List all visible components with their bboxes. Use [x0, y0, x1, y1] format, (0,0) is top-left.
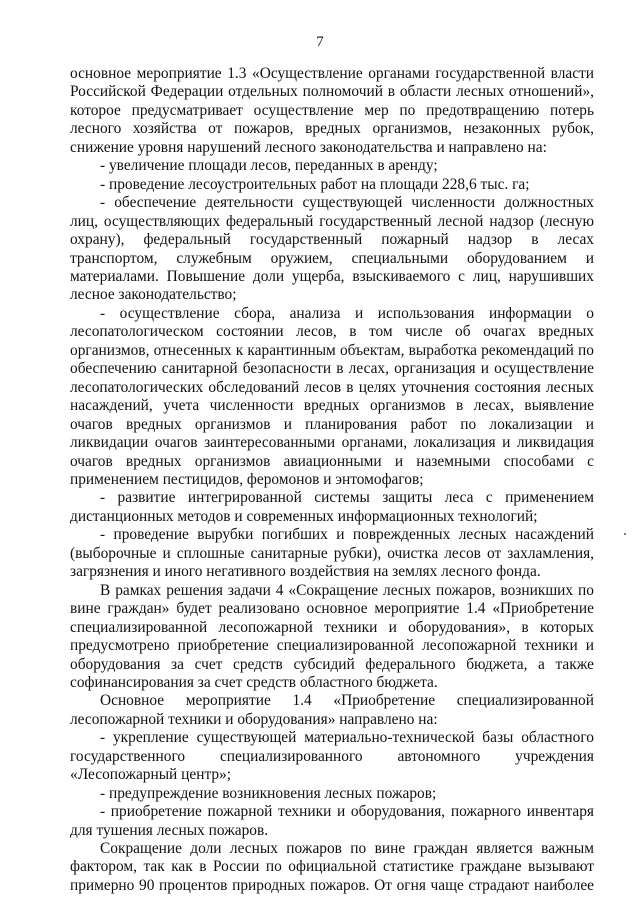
- list-item-material-base: - укрепление существующей материально-технической базы областного государственного специализированного автономного учреждения «Лесопожарный центр»;: [70, 729, 594, 784]
- list-item-forest-pathology: - осуществление сбора, анализа и использования информации о лесопатологическом состоянии лесов, в том числе об очагах вредных организмов, отнесенных к карантинным объектам, выработка рекомендаций по обеспечению санитарной безопасности в лесах, организация и осуществление лесопатологических обследований лесов в целях уточнения состояния лесных насаждений, учета численности вредных организмов в лесах, выявление очагов вредных организмов и планирования работ по локализации и ликвидации очагов заинтересованными органами, локализация и ликвидация очагов вредных организмов авиационными и наземными способами с применением пестицидов, феромонов и энтомофагов;: [70, 304, 594, 488]
- page-number: 7: [316, 34, 324, 50]
- list-item-supervision-staff: - обеспечение деятельности существующей численности должностных лиц, осуществляющих федеральный государственный лесной надзор (лесную охрану), федеральный государственный пожарный надзор в лесах транспортом, служебным оружием, специальными оборудованием и материалами. Повышение доли ущерба, взыскиваемого с лиц, нарушивших лесное законодательство;: [70, 194, 594, 304]
- list-item-fire-equipment: - приобретение пожарной техники и оборудования, пожарного инвентаря для тушения лесных пожаров.: [70, 803, 594, 839]
- paragraph-fire-reduction: Сокращение доли лесных пожаров по вине граждан является важным фактором, так как в России по официальной статистике граждане вызывают примерно 90 процентов природных пожаров. От огня чаще страдают наиболее: [70, 840, 594, 894]
- paragraph-main-activity-1-4: Основное мероприятие 1.4 «Приобретение специализированной лесопожарной техники и оборудования» направлено на:: [70, 692, 594, 728]
- paragraph-main-activity-1-3: основное мероприятие 1.3 «Осуществление органами государственной власти Российской Федерации отдельных полномочий в области лесных отношений», которое предусматривает осуществление мер по предотвращению потерь лесного хозяйства от пожаров, вредных организмов, незаконных рубок, снижение уровня нарушений лесного законодательства и направлено на:: [70, 65, 594, 156]
- paragraph-task-4: В рамках решения задачи 4 «Сокращение лесных пожаров, возникших по вине граждан» будет реализовано основное мероприятие 1.4 «Приобретение специализированной лесопожарной техники и оборудования», в которых предусмотрено приобретение специализированной лесопожарной техники и оборудования за счет средств субсидий федерального бюджета, а также софинансирования за счет средств областного бюджета.: [70, 581, 594, 691]
- list-item-lease-area: - увеличение площади лесов, переданных в аренду;: [100, 157, 438, 175]
- list-item-sanitary-felling: - проведение вырубки погибших и поврежденных лесных насаждений (выборочные и сплошные санитарные рубки), очистка лесов от захламления, загрязнения и иного негативного воздействия на землях лесного фонда.: [70, 526, 594, 581]
- list-item-forest-management: - проведение лесоустроительных работ на площади 228,6 тыс. га;: [100, 175, 530, 193]
- document-body: [70, 65, 594, 895]
- scan-speck: [624, 533, 626, 535]
- list-item-integrated-protection: - развитие интегрированной системы защиты леса с применением дистанционных методов и современных информационных технологий;: [70, 489, 594, 525]
- list-item-fire-prevention: - предупреждение возникновения лесных пожаров;: [100, 784, 437, 802]
